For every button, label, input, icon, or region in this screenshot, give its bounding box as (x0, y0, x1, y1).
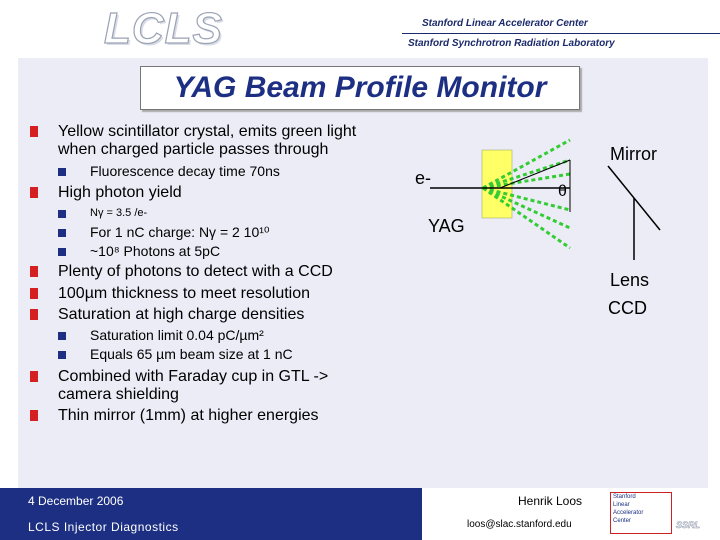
bullet-item: Thin mirror (1mm) at higher energies (30, 407, 370, 425)
bullet-list (30, 123, 370, 425)
sub-bullet-item: ~10⁸ Photons at 5pC (30, 242, 370, 261)
red-square-icon (30, 309, 38, 320)
sub-bullet-item: Fluorescence decay time 70ns (30, 162, 370, 181)
footer-presentation: LCLS Injector Diagnostics (28, 520, 179, 534)
red-square-icon (30, 266, 38, 277)
blue-square-icon (58, 248, 66, 256)
logo-line: Stanford (613, 494, 636, 500)
footer-author: Henrik Loos (518, 494, 583, 508)
ccd-label: CCD (608, 298, 647, 318)
logo-line: Linear (613, 502, 630, 508)
ssrl-logo: SSRL (676, 520, 701, 530)
header (0, 0, 720, 56)
bullet-item: High photon yield (30, 184, 370, 202)
logo-line: Accelerator (613, 510, 644, 516)
red-square-icon (30, 288, 38, 299)
header-divider (402, 33, 720, 34)
blue-square-icon (58, 351, 66, 359)
yag-label: YAG (428, 216, 465, 236)
bullet-item: 100µm thickness to meet resolution (30, 285, 370, 303)
bullet-item: Saturation at high charge densities (30, 306, 370, 324)
slac-logo (610, 492, 672, 534)
blue-square-icon (58, 210, 66, 218)
red-square-icon (30, 126, 38, 137)
blue-square-icon (58, 332, 66, 340)
ssrl-name: Stanford Synchrotron Radiation Laboratory (408, 38, 615, 49)
red-square-icon (30, 187, 38, 198)
angle-label: θ (558, 183, 567, 200)
slide-title: YAG Beam Profile Monitor (173, 71, 547, 104)
title-box (140, 66, 580, 110)
footer-date: 4 December 2006 (28, 494, 124, 508)
blue-square-icon (58, 229, 66, 237)
red-square-icon (30, 410, 38, 421)
electron-label: e- (415, 168, 432, 188)
footer-email: loos@slac.stanford.edu (467, 519, 572, 530)
sub-bullet-item: For 1 nC charge: Nγ = 2 10¹⁰ (30, 223, 370, 242)
sub-bullet-item: Equals 65 µm beam size at 1 nC (30, 345, 370, 364)
logo-line: Center (613, 518, 632, 524)
bullet-item: Plenty of photons to detect with a CCD (30, 263, 370, 281)
red-square-icon (30, 371, 38, 382)
lens-label: Lens (610, 270, 650, 290)
bullet-item: Yellow scintillator crystal, emits green light when charged particle passes through (30, 123, 370, 159)
mirror-label: Mirror (610, 144, 657, 164)
slac-name: Stanford Linear Accelerator Center (422, 18, 588, 29)
sub-bullet-item: Saturation limit 0.04 pC/µm² (30, 326, 370, 345)
lcls-logo: LCLS (104, 4, 223, 53)
sub-bullet-item: Nγ = 3.5 /e- (30, 204, 370, 223)
blue-square-icon (58, 168, 66, 176)
yag-diagram (370, 120, 700, 380)
bullet-item: Combined with Faraday cup in GTL -> camera shielding (30, 368, 370, 404)
